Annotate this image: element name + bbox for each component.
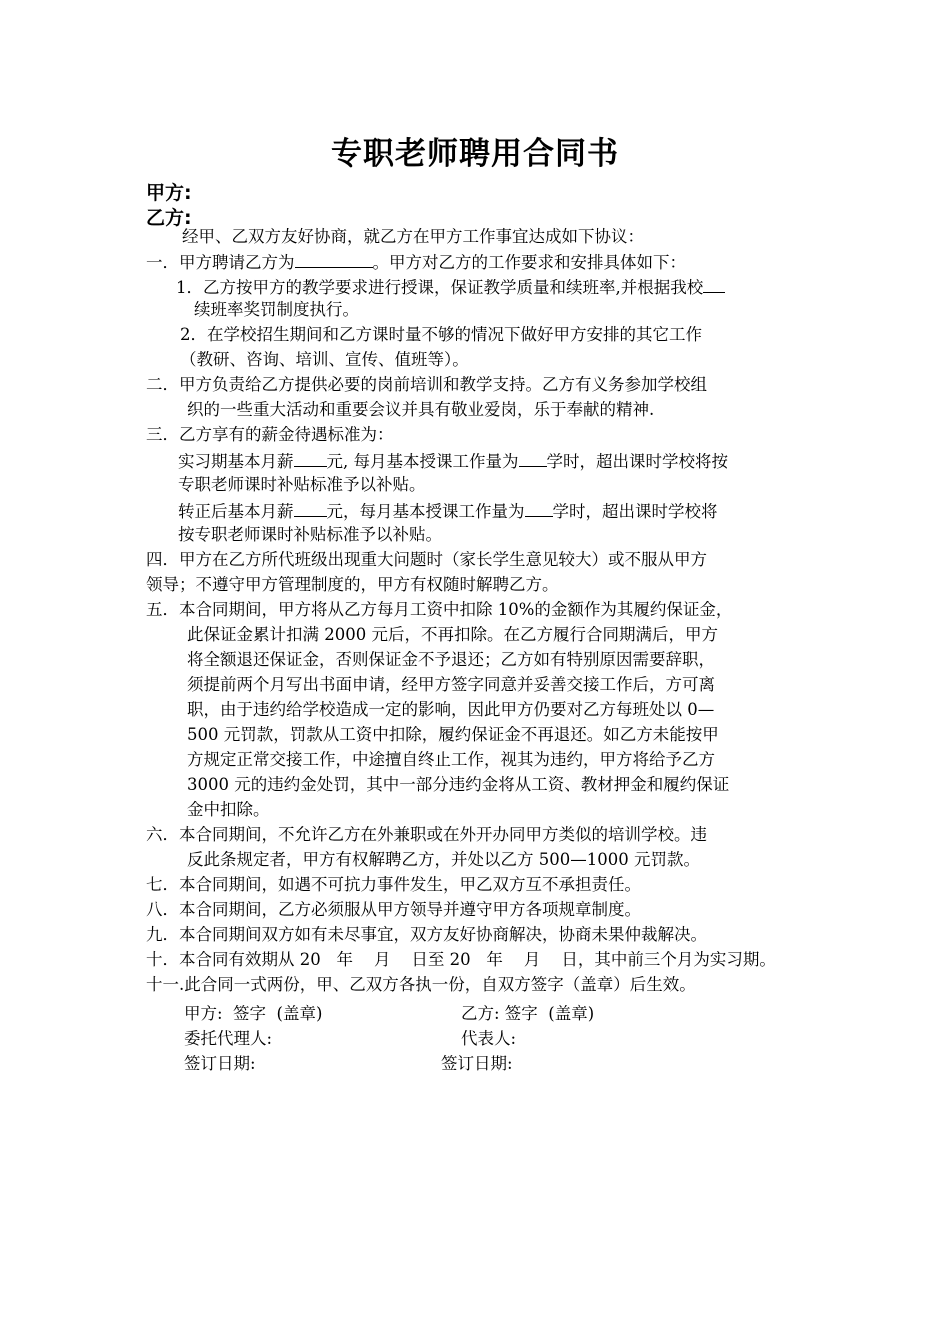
party-b-signature-label: 乙方: 签字 (盖章) bbox=[461, 1004, 595, 1023]
party-a-agent-label: 委托代理人: bbox=[184, 1029, 273, 1048]
clause-5-line-4: 须提前两个月写出书面申请，经甲方签字同意并妥善交接工作后，方可离 bbox=[187, 675, 715, 694]
clause-3-regular-line-2: 按专职老师课时补贴标准予以补贴。 bbox=[178, 525, 442, 544]
clause-1-1-text: 1．乙方按甲方的教学要求进行授课，保证教学质量和续班率,并根据我校 bbox=[176, 278, 704, 297]
party-b-representative-label: 代表人: bbox=[461, 1029, 517, 1048]
intro-paragraph: 经甲、乙双方友好协商，就乙方在甲方工作事宜达成如下协议： bbox=[182, 227, 644, 246]
clause-1-line-1 bbox=[146, 253, 686, 272]
probation-workload-text: 元, 每月基本授课工作量为 bbox=[326, 452, 519, 471]
clause-3-probation-line-1 bbox=[178, 452, 728, 471]
clause-2-line-1: 二．甲方负责给乙方提供必要的岗前培训和教学支持。乙方有义务参加学校组 bbox=[146, 375, 707, 394]
probation-overtime-text: 学时，超出课时学校将按 bbox=[546, 452, 728, 471]
clause-8: 八．本合同期间，乙方必须服从甲方领导并遵守甲方各项规章制度。 bbox=[146, 900, 641, 919]
clause-6-line-2: 反此条规定者，甲方有权解聘乙方，并处以乙方 500—1000 元罚款。 bbox=[187, 850, 700, 869]
regular-salary-text: 转正后基本月薪 bbox=[178, 502, 294, 521]
clause-3-heading: 三．乙方享有的薪金待遇标准为： bbox=[146, 425, 394, 444]
retention-blank bbox=[703, 278, 725, 293]
probation-salary-blank bbox=[294, 452, 327, 467]
clause-4-line-1: 四．甲方在乙方所代班级出现重大问题时（家长学生意见较大）或不服从甲方 bbox=[146, 550, 707, 569]
position-blank bbox=[295, 253, 373, 268]
clause-1-text-a: 一．甲方聘请乙方为 bbox=[146, 253, 295, 272]
regular-workload-text: 元，每月基本授课工作量为 bbox=[326, 502, 525, 521]
clause-9: 九．本合同期间双方如有未尽事宜，双方友好协商解决，协商未果仲裁解决。 bbox=[146, 925, 707, 944]
regular-overtime-text: 学时，超出课时学校将 bbox=[552, 502, 718, 521]
clause-10: 十．本合同有效期从 20 年 月 日至 20 年 月 日，其中前三个月为实习期。 bbox=[146, 950, 776, 969]
clause-1-2-line-1: 2．在学校招生期间和乙方课时量不够的情况下做好甲方安排的其它工作 bbox=[180, 325, 702, 344]
clause-4-line-2: 领导；不遵守甲方管理制度的，甲方有权随时解聘乙方。 bbox=[146, 575, 559, 594]
clause-5-line-5: 职，由于违约给学校造成一定的影响，因此甲方仍要对乙方每班处以 0— bbox=[187, 700, 715, 719]
clause-1-text-b: 。甲方对乙方的工作要求和安排具体如下： bbox=[372, 253, 686, 272]
party-b-date-label: 签订日期: bbox=[441, 1054, 513, 1073]
regular-hours-blank bbox=[525, 502, 553, 517]
clause-5-line-7: 方规定正常交接工作，中途擅自终止工作，视其为违约，甲方将给予乙方 bbox=[187, 750, 715, 769]
clause-5-line-8: 3000 元的违约金处罚，其中一部分违约金将从工资、教材押金和履约保证 bbox=[187, 775, 730, 794]
clause-11: 十一.此合同一式两份，甲、乙双方各执一份，自双方签字（盖章）后生效。 bbox=[146, 975, 696, 994]
clause-5-line-1: 五．本合同期间，甲方将从乙方每月工资中扣除 10%的金额作为其履约保证金， bbox=[146, 600, 733, 619]
clause-5-line-9: 金中扣除。 bbox=[187, 800, 270, 819]
clause-1-1-line-2: 续班率奖罚制度执行。 bbox=[194, 300, 359, 319]
clause-5-line-6: 500 元罚款，罚款从工资中扣除，履约保证金不再退还。如乙方未能按甲 bbox=[187, 725, 719, 744]
party-a-date-label: 签订日期: bbox=[184, 1054, 256, 1073]
probation-salary-text: 实习期基本月薪 bbox=[178, 452, 294, 471]
party-a-label: 甲方: bbox=[146, 182, 192, 204]
party-a-signature-label: 甲方: 签字 (盖章) bbox=[184, 1004, 323, 1023]
clause-6-line-1: 六．本合同期间，不允许乙方在外兼职或在外开办同甲方类似的培训学校。违 bbox=[146, 825, 707, 844]
clause-5-line-3: 将全额退还保证金，否则保证金不予退还；乙方如有特别原因需要辞职， bbox=[187, 650, 715, 669]
probation-hours-blank bbox=[519, 452, 547, 467]
clause-1-2-line-2: （教研、咨询、培训、宣传、值班等）。 bbox=[180, 350, 469, 369]
clause-3-regular-line-1 bbox=[178, 502, 718, 521]
party-b-label: 乙方: bbox=[146, 207, 192, 229]
document-title: 专职老师聘用合同书 bbox=[331, 136, 619, 172]
clause-7: 七．本合同期间，如遇不可抗力事件发生，甲乙双方互不承担责任。 bbox=[146, 875, 641, 894]
clause-1-1-line-1 bbox=[176, 278, 725, 297]
clause-3-probation-line-2: 专职老师课时补贴标准予以补贴。 bbox=[178, 475, 426, 494]
clause-2-line-2: 织的一些重大活动和重要会议并具有敬业爱岗，乐于奉献的精神. bbox=[187, 400, 655, 419]
clause-5-line-2: 此保证金累计扣满 2000 元后，不再扣除。在乙方履行合同期满后，甲方 bbox=[187, 625, 718, 644]
regular-salary-blank bbox=[294, 502, 327, 517]
